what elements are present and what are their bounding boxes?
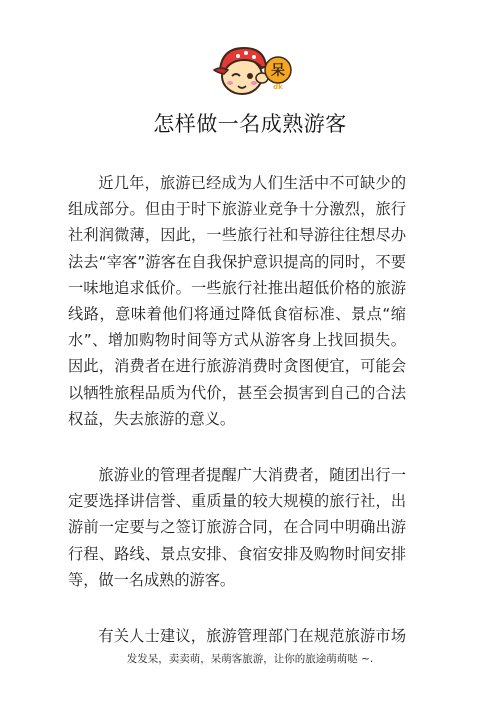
logo-brand-text: 呆 xyxy=(271,63,285,79)
document-title: 怎样做一名成熟游客 xyxy=(153,112,347,136)
paragraph-3: 有关人士建议，旅游管理部门在规范旅游市场 xyxy=(98,627,406,646)
svg-text:dk: dk xyxy=(273,83,283,91)
page-footer: 发发呆，卖卖萌，呆萌客旅游，让你的旅途萌萌哒 ~. xyxy=(126,653,374,665)
brand-logo xyxy=(208,40,292,100)
paragraph-2: 旅游业的管理者提醒广大消费者，随团出行一定要选择讲信誉、重质量的较大规模的旅行社，出游前一定要与之签订旅游合同，在合同中明确出游行程、路线、景点安排、食宿安排及购物时间安排等，做一名成熟的游客。 xyxy=(68,466,406,589)
document-body xyxy=(68,170,406,648)
paragraph-1: 近几年，旅游已经成为人们生活中不可缺少的组成部分。但由于时下旅游业竞争十分激烈，旅行社利润微薄，因此，一些旅行社和导游往往想尽办法去“宰客”游客在自我保护意识提高的同时，不要一味地追求低价。一些旅行社推出超低价格的旅游线路，意味着他们将通过降低食宿标准、景点“缩水”、增加购物时间等方式从游客身上找回损失。因此，消费者在进行旅游消费时贪图便宜，可能会以牺牲旅程品质为代价，甚至会损害到自己的合法权益，失去旅游的意义。 xyxy=(68,174,406,428)
cartoon-mascot-logo-icon xyxy=(208,40,292,100)
document-body-viewport xyxy=(0,170,500,648)
